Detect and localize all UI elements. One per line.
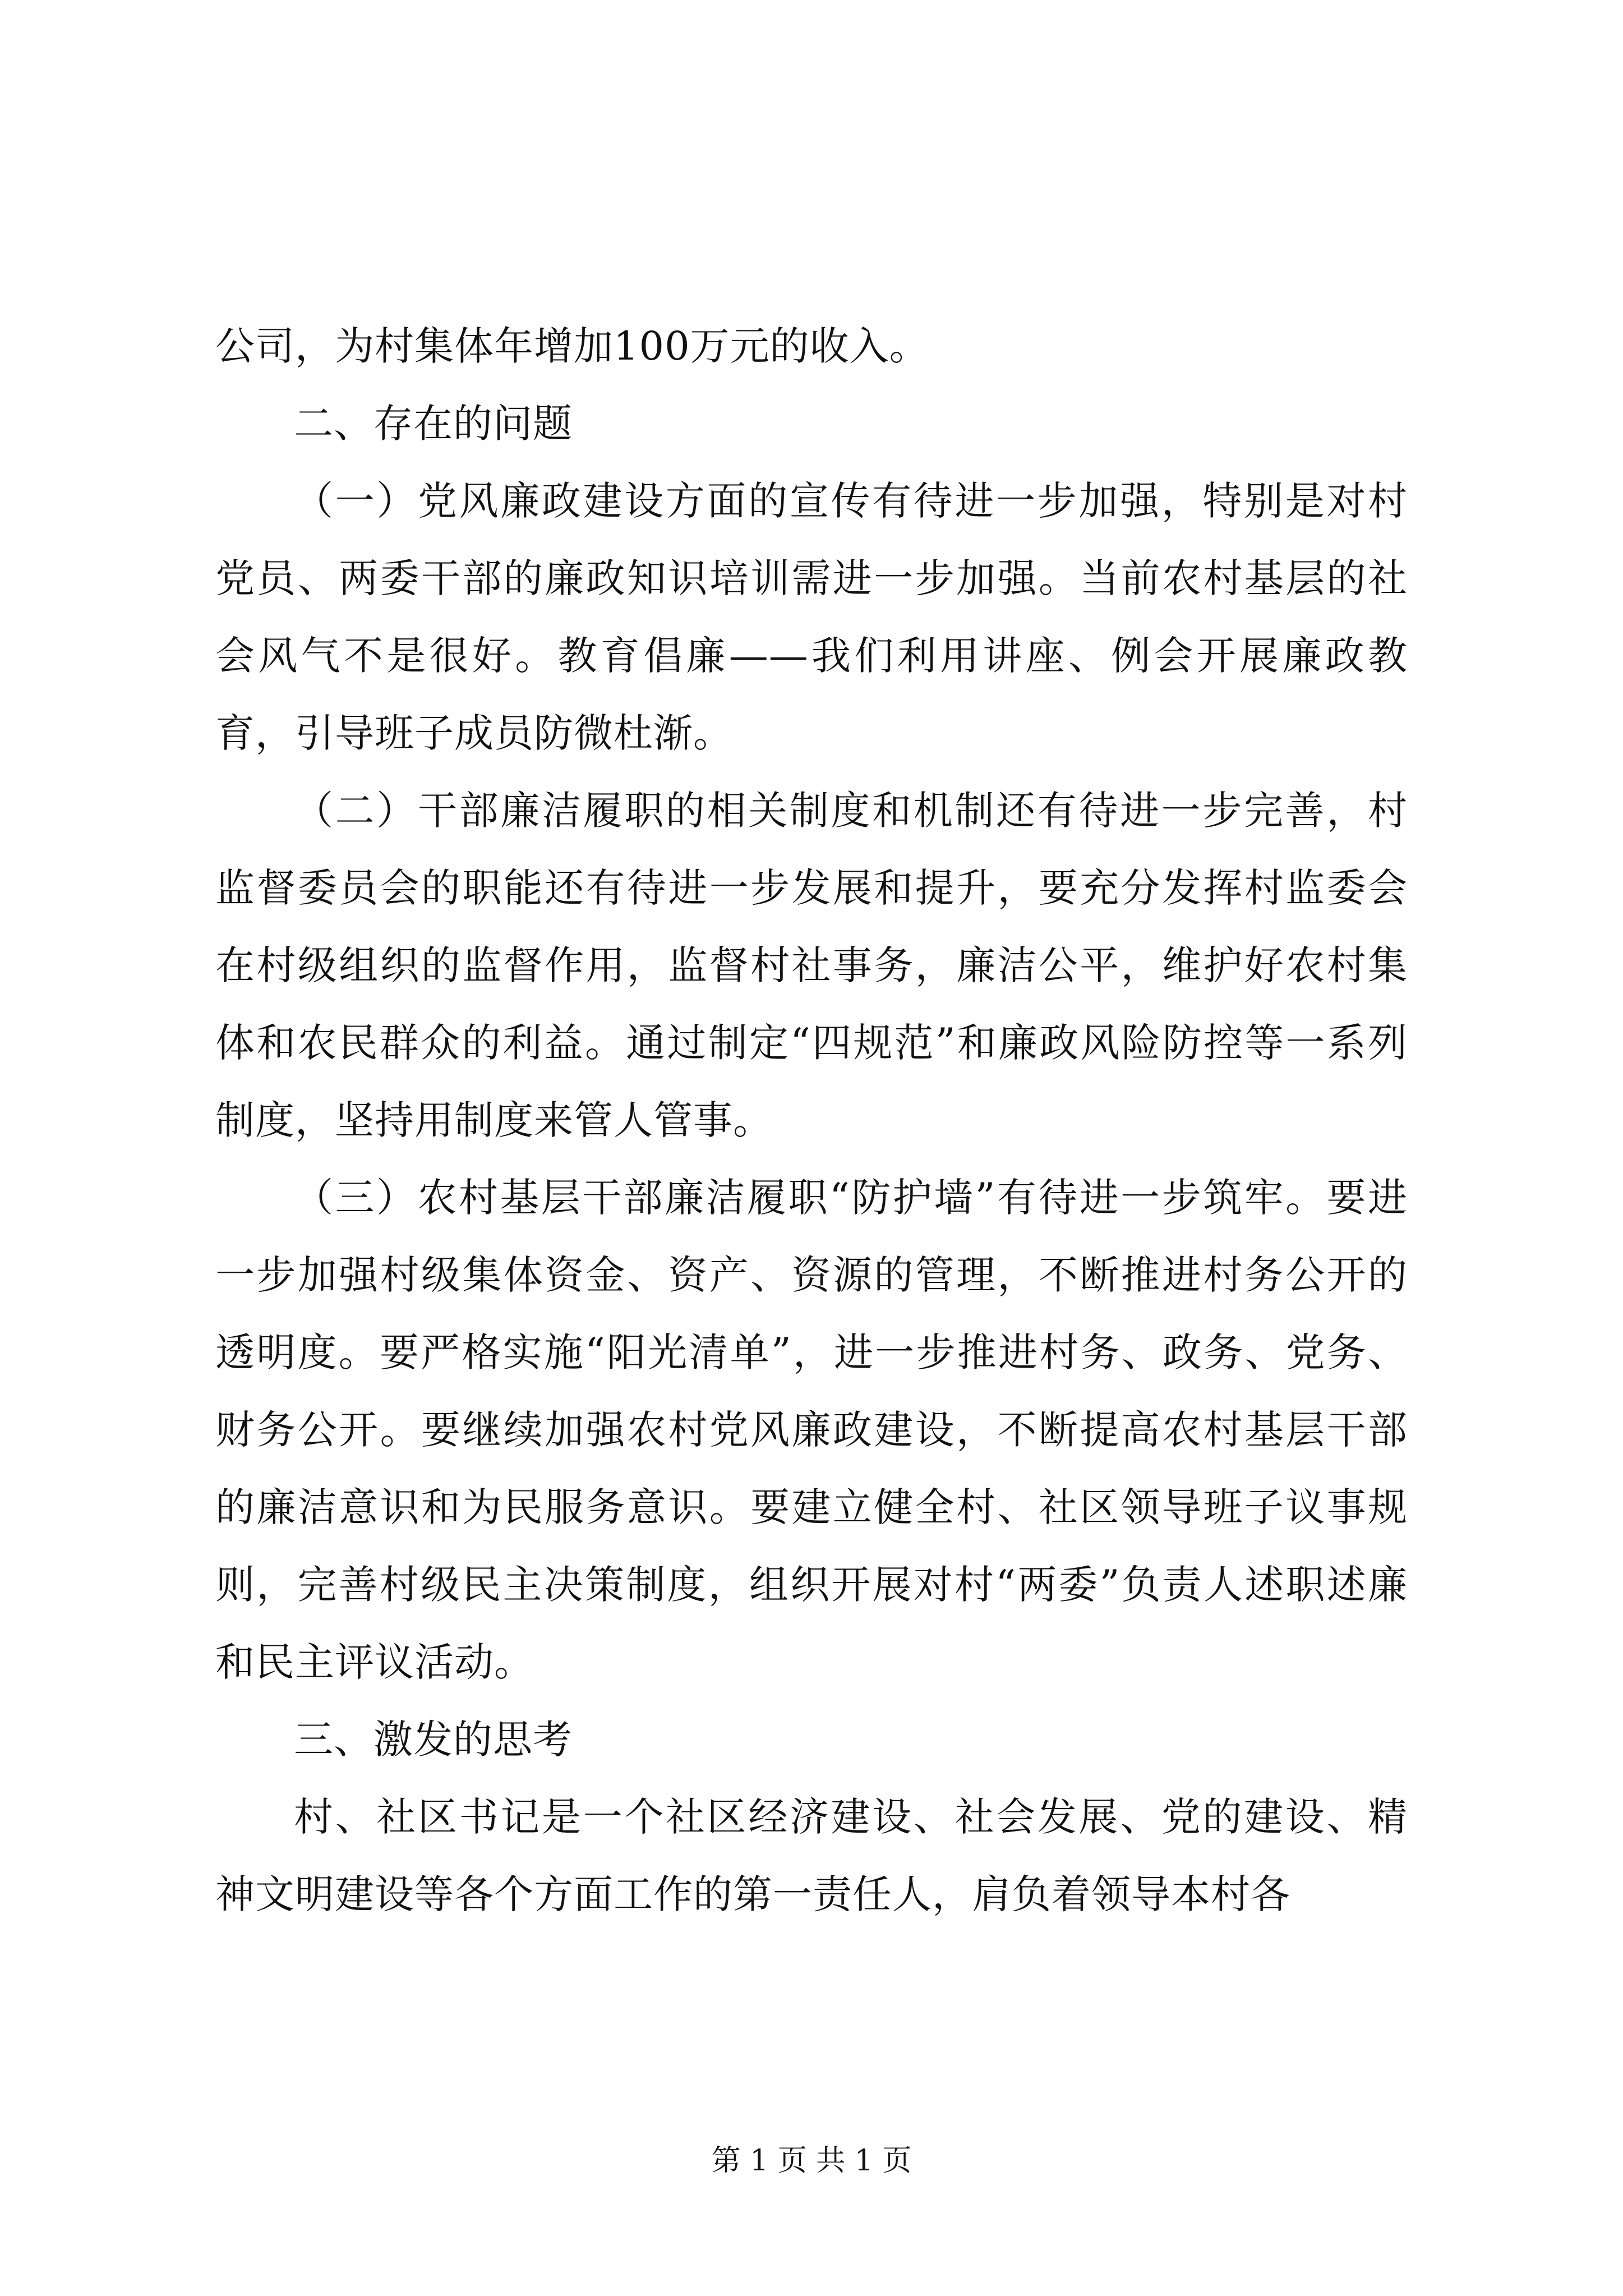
paragraph-thoughts: 村、社区书记是一个社区经济建设、社会发展、党的建设、精神文明建设等各个方面工作的第一责任人，肩负着领导本村各 — [215, 1794, 1408, 1917]
page-footer: 第 1 页 共 1 页 — [711, 2144, 912, 2178]
paragraph-problem-1: （一）党风廉政建设方面的宣传有待进一步加强，特别是对村党员、两委干部的廉政知识培训需进一步加强。当前农村基层的社会风气不是很好。教育倡廉——我们利用讲座、例会开展廉政教育，引导班子成员防微杜渐。 — [215, 478, 1408, 756]
document-body — [215, 307, 1408, 1933]
paragraph-problem-3: （三）农村基层干部廉洁履职“防护墙”有待进一步筑牢。要进一步加强村级集体资金、资产、资源的管理，不断推进村务公开的透明度。要严格实施“阳光清单”，进一步推进村务、政务、党务、财务公开。要继续加强农村党风廉政建设，不断提高农村基层干部的廉洁意识和为民服务意识。要建立健全村、社区领导班子议事规则，完善村级民主决策制度，组织开展对村“两委”负责人述职述廉和民主评议活动。 — [215, 1175, 1408, 1685]
paragraph-problem-2: （二）干部廉洁履职的相关制度和机制还有待进一步完善，村监督委员会的职能还有待进一步发展和提升，要充分发挥村监委会在村级组织的监督作用，监督村社事务，廉洁公平，维护好农村集体和农民群众的利益。通过制定“四规范”和廉政风险防控等一系列制度，坚持用制度来管人管事。 — [215, 788, 1408, 1143]
paragraph-continuation: 公司，为村集体年增加100万元的收入。 — [215, 323, 929, 369]
section-heading-problems: 二、存在的问题 — [294, 401, 573, 447]
section-heading-thoughts: 三、激发的思考 — [294, 1717, 573, 1763]
